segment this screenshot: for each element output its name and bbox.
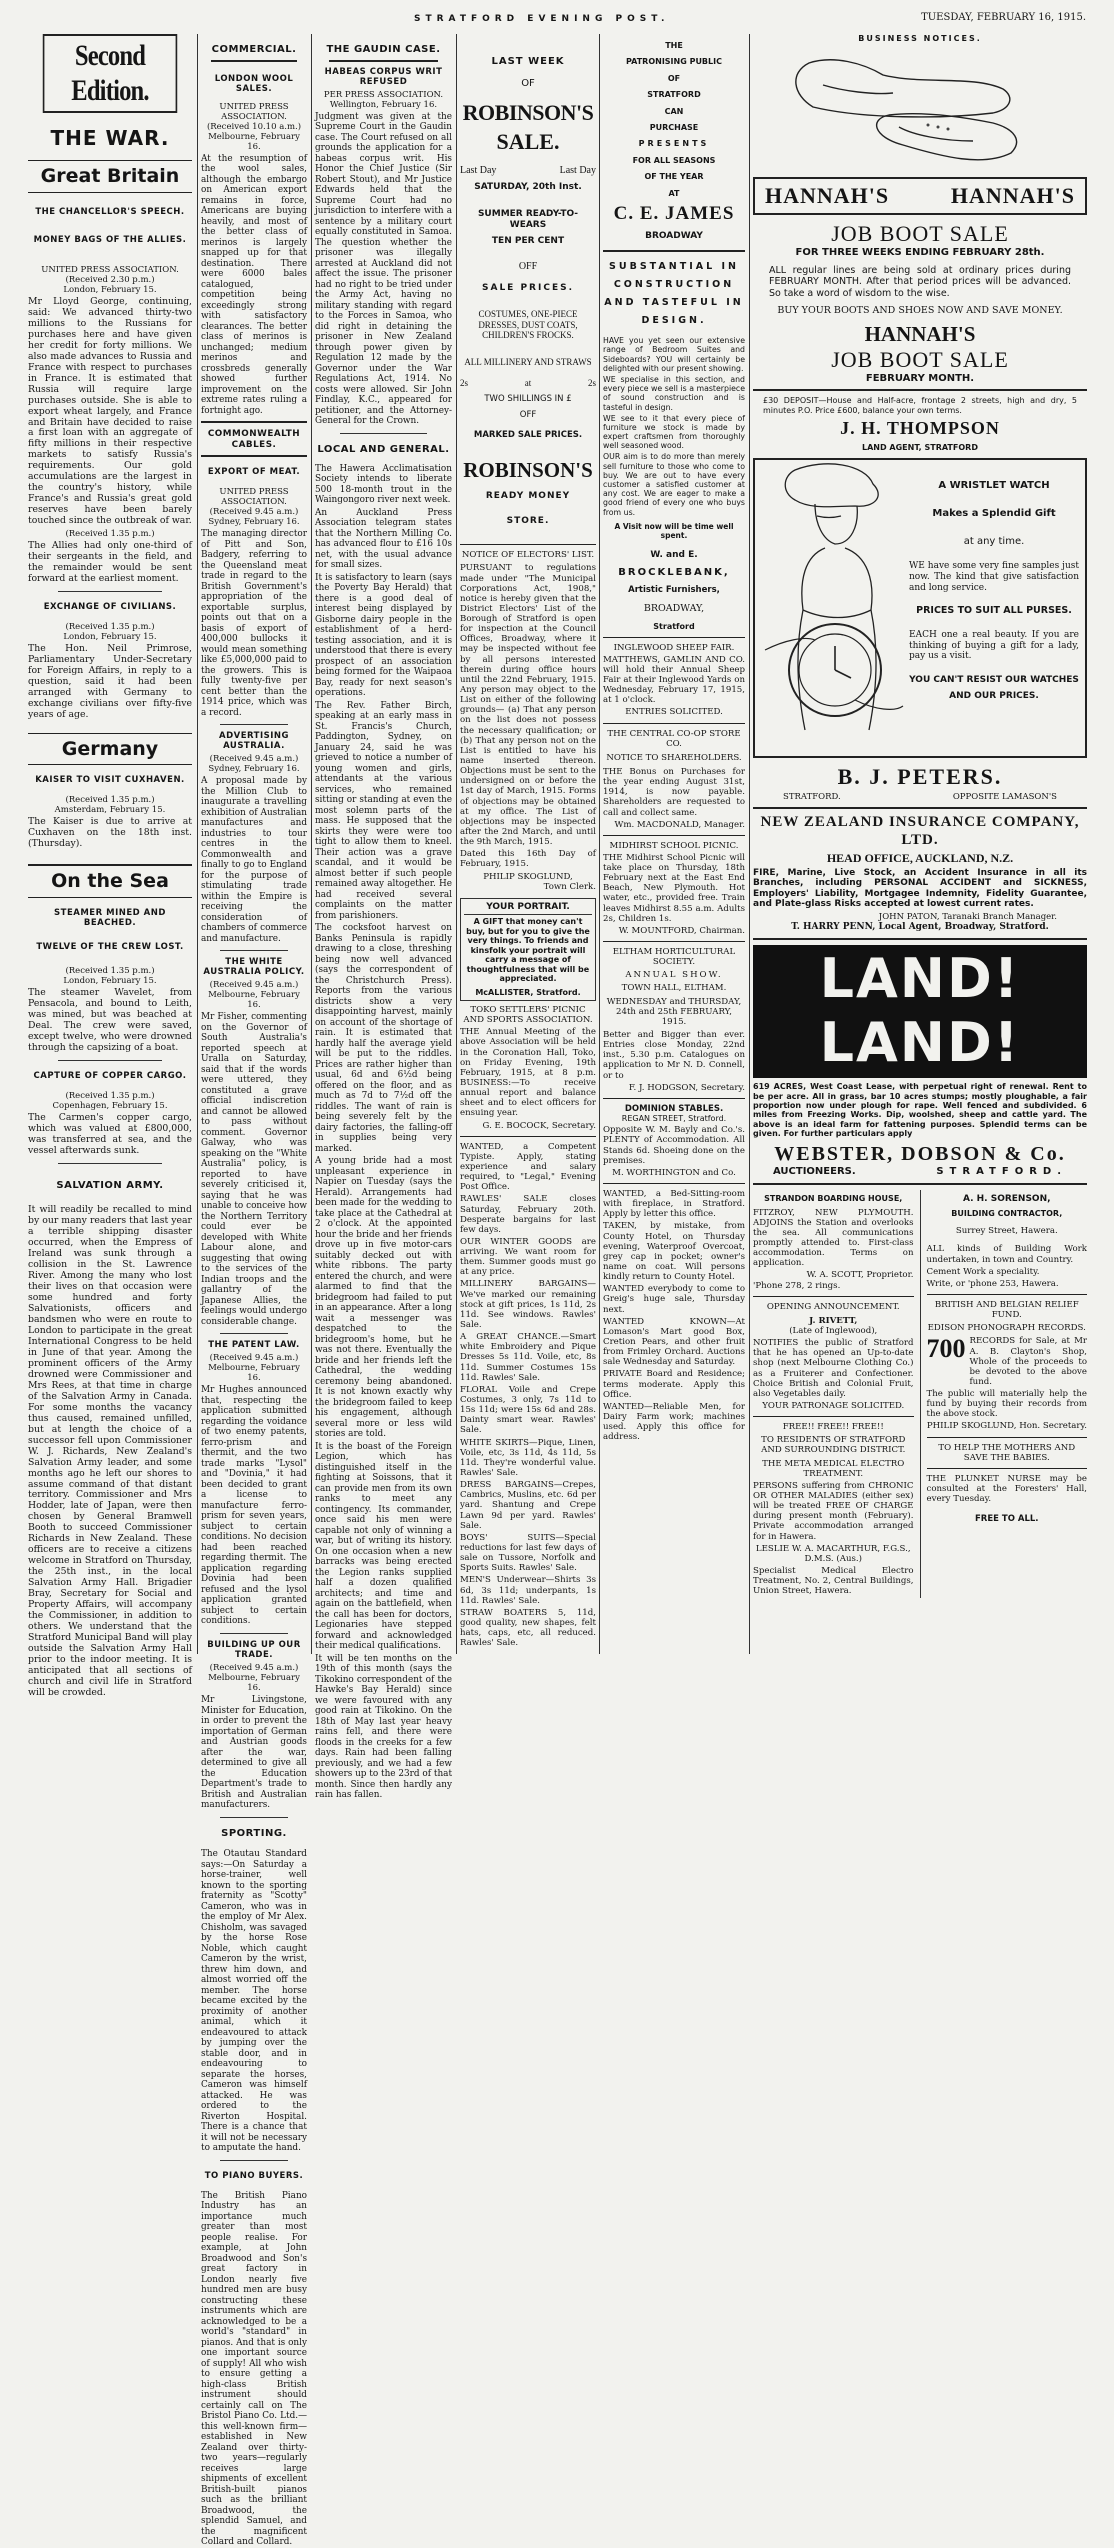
- column-3: [315, 34, 453, 1801]
- chancellor-subhead: THE CHANCELLOR'S SPEECH.: [35, 206, 185, 217]
- classified: WANTED—Reliable Men, for Dairy Farm work; machines used. Apply this office for address.: [603, 1401, 745, 1443]
- substantial-headline: SUBSTANTIAL IN CONSTRUCTION AND TASTEFUL IN DESIGN.: [604, 261, 744, 327]
- scott: W. A. SCOTT, Proprietor.: [806, 1270, 914, 1281]
- off-line-2: OFF: [519, 410, 537, 421]
- edison: EDISON PHONOGRAPH RECORDS.: [927, 1323, 1086, 1334]
- great-britain-heading: Great Britain: [28, 160, 192, 192]
- wristlet-watch: A WRISTLET WATCH: [938, 480, 1050, 492]
- classified: RAWLES' SALE closes Saturday, February 20th. Desperate bargains for last few days.: [460, 1194, 596, 1235]
- crew-subhead: TWELVE OF THE CREW LOST.: [36, 941, 184, 952]
- macarthur: LESLIE W. A. MACARTHUR, F.G.S., D.M.S. (Aus.): [755, 1543, 911, 1564]
- brocklebank-4: BROADWAY,: [643, 602, 705, 614]
- brocklebank-5: Stratford: [653, 622, 695, 632]
- sale-title: SALE.: [496, 128, 560, 154]
- robinsons-ad: [460, 56, 596, 526]
- classified: WANTED, a Competent Typiste. Apply, stating experience and salary required, to "Legal," Evening Post Office.: [460, 1141, 596, 1193]
- article-text: Judgment was given at the Supreme Court in the Gaudin case. The Court refused on all grounds the application for a habeas corpus writ. His Honor the Chief Justice (Sir Robert Stout), and Mr Justice Edwards held that the Supreme Court had no jurisdiction to interfere with a sentence by a military court equally constituted in Samoa. The question whether the prisoner was illegally arrested at Auckland did not affect the issue. The prisoner had no right to be tried under the Army Act, having no military standing with regard to the Forces in Samoa, who did right in detaining the prisoner in New Zealand through power given by Regulation 12 made by the Governor under the War Regulations Act, 1914. No costs were allowed. Sir John Findlay, K.C., appeared for petitioner, and the Attorney-General for the Crown.: [315, 111, 452, 427]
- town-clerk: Town Clerk.: [543, 881, 596, 892]
- classified: WANTED KNOWN—At Lomason's Mart good Box, Cretion Pears, and other fruit from Frimley Orchard. Auctions sale Wednesday and Saturday.: [603, 1316, 745, 1368]
- brocklebank-3: Artistic Furnishers,: [628, 584, 720, 595]
- received-line: (Received 1.35 p.m.): [65, 965, 155, 976]
- hannahs-2: HANNAH'S: [864, 321, 976, 346]
- splendid-gift: Makes a Splendid Gift: [932, 507, 1056, 519]
- received-line: (Received 1.35 p.m.): [65, 529, 155, 540]
- james-ad: [603, 38, 745, 245]
- received-line: (Received 9.45 a.m.): [209, 754, 299, 765]
- money-bags-subhead: MONEY BAGS OF THE ALLIES.: [33, 234, 187, 245]
- any-time: at any time.: [963, 535, 1025, 547]
- received-line: (Received 9.45 a.m.): [209, 980, 299, 991]
- classified: PRIVATE Board and Residence; terms moderate. Apply this Office.: [603, 1369, 745, 1400]
- classified: OUR WINTER GOODS are arriving. We want room for them. Summer goods must go at any price.: [460, 1236, 596, 1278]
- relief-fund: BRITISH AND BELGIAN RELIEF FUND.: [934, 1299, 1079, 1321]
- hannahs-right: HANNAH'S: [950, 183, 1075, 209]
- received-line: (Received 10.10 a.m.): [206, 121, 302, 132]
- off-line: OFF: [518, 260, 538, 272]
- cant-resist: YOU CAN'T RESIST OUR WATCHES AND OUR PRICES.: [909, 675, 1079, 702]
- article-text: Mr Fisher, commenting on the Governor of South Australia's reported speech at Uralla on Saturday, said that if the words were uttered, they constituted a grave official indiscretion and cannot be allowed to pass without comment. Governor Galway, who was speaking on the "White Australia" policy, is reported to have severely criticised it, saying that he was unable to conceive how the Northern Territory could ever be developed with White Labour alone, and suggesting that owing to the services of the Indian troops and the gallantry of the Japanese Allies, the feelings would undergo considerable change.: [201, 1012, 307, 1327]
- nz-insurance: NEW ZEALAND INSURANCE COMPANY, LTD.: [760, 813, 1080, 848]
- dated-line: Dated this 16th Day of February, 1915.: [460, 849, 596, 870]
- classified: FLORAL Voile and Crepe Costumes, 3 only, 7s 11d to 15s 11d; were 15s 6d and 28s. Dainty smart wear. Rawles' Sale.: [460, 1384, 596, 1436]
- stables-heading: DOMINION STABLES.: [624, 1103, 724, 1114]
- marked-prices: MARKED SALE PRICES.: [473, 430, 583, 441]
- furniture-text: OUR aim is to do more than merely sell furniture to those who come to buy. We are out to have every customer a satisfied customer at any cost. We are eager to make a good friend of every one who buys from us.: [603, 452, 745, 517]
- thompson: J. H. THOMPSON: [840, 418, 1000, 439]
- head-office: HEAD OFFICE, AUCKLAND, N.Z.: [826, 851, 1014, 866]
- entries-solicited: ENTRIES SOLICITED.: [625, 707, 723, 718]
- classified: WANTED, a Bed-Sitting-room with fireplace, in Stratford. Apply by letter this office.: [603, 1189, 745, 1220]
- ten-per-cent: TEN PER CENT: [491, 236, 565, 247]
- electors-heading: NOTICE OF ELECTORS' LIST.: [461, 550, 595, 561]
- of-word: OF: [521, 77, 535, 89]
- stables-text: Opposite W. M. Bayly and Co.'s. PLENTY of Accommodation. All Stands 6d. Shoeing done on the premises.: [603, 1125, 745, 1166]
- salvation-heading: SALVATION ARMY.: [56, 1179, 164, 1191]
- article-text: The managing director of Pitt and Son, Badgery, referring to the Queensland meat trade in regard to the British Government's appropriation of the exportable surplus, points out that on a basis of export of 400,000 bullocks it would mean something like £5,000,000 paid to the growers. This is fully twenty-five per cent better than the 1914 price, which was a record.: [201, 529, 307, 718]
- patron-line: PRESENTS: [638, 139, 710, 149]
- town-hall: TOWN HALL, ELTHAM.: [621, 983, 727, 994]
- sorenson: A. H. SORENSON,: [962, 1194, 1051, 1205]
- auctioneers: AUCTIONEERS.: [773, 1166, 856, 1178]
- inglewood-heading: INGLEWOOD SHEEP FAIR.: [613, 642, 735, 653]
- annual-show: ANNUAL SHOW.: [625, 970, 723, 981]
- peters: B. J. PETERS.: [837, 764, 1003, 790]
- lady-watch-illustration: [755, 460, 905, 756]
- article-text: Mr Lloyd George, continuing, said: We advanced thirty-two millions to the Russians for purchases here and have given her credit for forty millions. We also made advances to Russia and France with respect to purchases in France. It is estimated that Russia will require large purchases outside. She is able to export wheat largely, and France and Britain have decided to raise a first loan with an aggregate of fifty millions in their respective markets to satisfy Russia's requirements. Our gold accumulations are the largest in the country's history, while France's and Russia's great gold reserves have been barely touched since the outbreak of war.: [28, 295, 192, 527]
- public-text: The public will materially help the fund by buying their records from the above stock.: [926, 1389, 1087, 1420]
- classified: WHITE SKIRTS—Pique, Linen, Voile, etc, 3s 11d, 4s 11d, 5s 11d. They're wonderful value. Rawles' Sale.: [460, 1437, 596, 1479]
- edition-banner: Second Edition.: [43, 34, 177, 113]
- webster-dobson: WEBSTER, DOBSON & Co.: [774, 1142, 1066, 1165]
- insurance-text: FIRE, Marine, Live Stock, an Accident Insurance in all its Branches, including PERSONAL ACCIDENT and SICKNESS, Employers' Liability, Mortgagee Indemnity, Fidelity Guarantee, and Plate-glass Risks accepted at lowest current rates.: [753, 867, 1087, 910]
- eltham-dates: WEDNESDAY and THURSDAY, 24th and 25th FEBRUARY, 1915.: [606, 996, 742, 1027]
- dateline: London, February 15.: [63, 632, 157, 643]
- portrait-text: A GIFT that money can't buy, but for you to give the very things. To friends and kinsfolk your portrait will carry a message of thoughtfulness that will be appreciated.: [466, 917, 590, 984]
- dateline: London, February 15.: [63, 975, 157, 986]
- land-text: 619 ACRES, West Coast Lease, with perpetual right of renewal. Rent to be per acre. All in grass, bar 10 acres stumps; mostly ploughable, a fair proportion now under plough for rape. Well fenced and subdivided. 6 miles from Freezing Works. Dip, woolshed, sheep and cattle yard. The above is an ideal farm for fattening purposes. Splendid terms can be given. For further particulars apply: [753, 1082, 1087, 1139]
- brocklebank-1: W. and E.: [650, 550, 698, 561]
- received-line: (Received 9.45 a.m.): [209, 1662, 299, 1673]
- article-text: A young bride had a most unpleasant experience in Napier on Tuesday (says the Herald). Arrangements had been made for the wedding to take place at the Cathedral at 2 o'clock. At the appointed hour the bride and her friends drove up in five motor-cars suitably decked out with white ribbons. The party entered the church, and were alarmed to find that the bridegroom had failed to put in an appearance. After a long wait a messenger was despatched to the bridegroom's home, but he was not there. Eventually the bride and her friends left the Cathedral, the wedding ceremony being abandoned. It is not known exactly why the bridegroom failed to keep his engagement, although several more or less wild stories are told.: [315, 1156, 452, 1440]
- piano-subhead: TO PIANO BUYERS.: [204, 2170, 304, 2181]
- job-boot-sale-2: JOB BOOT SALE: [831, 346, 1009, 372]
- penn: T. HARRY PENN, Local Agent, Broadway, Stratford.: [791, 921, 1049, 932]
- dateline: Copenhagen, February 15.: [52, 1100, 168, 1111]
- surrey: Surrey Street, Hawera.: [955, 1226, 1058, 1237]
- meta-medical: THE META MEDICAL ELECTRO TREATMENT.: [762, 1458, 905, 1479]
- sorenson-text: ALL kinds of Building Work undertaken, in town and Country.: [926, 1244, 1087, 1265]
- article-text: The British Piano Industry has an importance much greater than most people realise. For example, at John Broadwood and Son's great factory in London nearly five hundred men are busy constructing these instruments which are acknowledged to be a world's "standard" in pianos. And that is only one important source of supply! All who wish to ensure getting a high-class British instrument should certainly call on The Bristol Piano Co. Ltd.—this well-known firm—established in New Zealand over thirty-two years—regularly receives large shipments of excellent British-built pianos such as the brilliant Broadwood, the splendid Samuel, and the magnificent Collard and Collard.: [201, 2190, 307, 2548]
- kaiser-subhead: KAISER TO VISIT CUXHAVEN.: [35, 775, 185, 786]
- classified: STRAW BOATERS 5, 11d, good quality, new shapes, felt hats, caps, etc, all reduced. Rawles' Sale.: [460, 1607, 596, 1649]
- cement: Cement Work a speciality.: [926, 1266, 1040, 1277]
- article-text: The Hon. Neil Primrose, Parliamentary Under-Secretary for Foreign Affairs, in reply to a question, said it had been arranged with Germany to exchange civilians over fifty-five years of age.: [28, 643, 192, 720]
- rivett-late: (Late of Inglewood),: [789, 1326, 878, 1337]
- article-text: Mr Livingstone, Minister for Education, in order to prevent the importation of German and Austrian goods after the war, determined to give all the Education Department's trade to British and Australian manufacturers.: [201, 1695, 307, 1811]
- dateline: Melbourne, February 16.: [208, 131, 300, 152]
- cables-heading: COMMONWEALTH CABLES.: [207, 429, 301, 450]
- furniture-text: WE see to it that every piece of furniture we stock is made by expert craftsmen from thoroughly well seasoned wood.: [603, 413, 745, 451]
- masthead-title: STRATFORD EVENING POST.: [414, 14, 670, 24]
- classified: BOYS' SUITS—Special reductions for last few days of sale on Tussore, Norfolk and Sports Suits. Rawles' Sale.: [460, 1532, 596, 1574]
- phone: 'Phone 278, 2 rings.: [753, 1280, 841, 1291]
- two-shillings-left: 2s: [460, 377, 469, 388]
- received-line: (Received 9.45 a.m.): [209, 507, 299, 518]
- store-line: STORE.: [506, 515, 550, 526]
- coop-heading: THE CENTRAL CO-OP STORE CO.: [607, 728, 741, 749]
- civilians-subhead: EXCHANGE OF CIVILIANS.: [43, 602, 177, 613]
- dateline: Sydney, February 16.: [208, 764, 300, 775]
- patron-line: OF THE YEAR: [644, 172, 704, 182]
- patron-line: STRATFORD: [647, 90, 701, 100]
- watch-ad: [753, 458, 1087, 758]
- watch-text-2: EACH one a real beauty. If you are thinking of buying a gift for a lady, pay us a visit.: [909, 630, 1079, 662]
- classified: TAKEN, by mistake, from County Hotel, on Thursday evening, Waterproof Overcoat, grey cap in pocket; owner's name on coat. Will persons kindly return to County Hotel.: [603, 1221, 745, 1283]
- ready-money: READY MONEY: [485, 491, 571, 501]
- builder: BUILDING CONTRACTOR,: [951, 1208, 1063, 1218]
- article-text: The Carmen's copper cargo, which was valued at £800,000, was transferred at sea, and the vessel afterwards sunk.: [28, 1111, 192, 1156]
- february-month: FEBRUARY MONTH.: [865, 372, 975, 384]
- dateline: Amsterdam, February 15.: [54, 805, 166, 816]
- received-line: (Received 1.35 p.m.): [65, 795, 155, 806]
- press-line: UNITED PRESS ASSOCIATION.: [219, 101, 289, 122]
- classified: WANTED everybody to come to Greig's huge sale, Thursday next.: [603, 1284, 745, 1315]
- masthead: [0, 0, 1114, 34]
- article-text: Mr Hughes announced that, respecting the application submitted regarding the voidance of two enemy patents, ferro-prism and thermit, and the two trade marks "Lysol" and "Dovinia," it had been decided to grant a license to manufacture ferro-prism for seven years, subject to certain conditions. No decision had been reached regarding thermit. The application regarding Dovinia had been refused and the lysol application granted subject to certain conditions.: [201, 1385, 307, 1627]
- summer-line: SUMMER READY-TO-WEARS: [477, 208, 579, 230]
- at-word: at: [524, 377, 532, 388]
- article-text: The cocksfoot harvest on Banks Peninsula is rapidly drawing to a close, threshing being now well advanced (says the correspondent of the Christchurch Press). Reports from the various districts show a very disappointing harvest, mainly on account of the shortage of rain. It is estimated that hardly half the average yield will be put to the riddles. Prices are rather higher than usual, 6d and 6½d being offered on the floor, and as much as 7d to 7½d off the riddles. The want of rain is being severely felt by the dairy factories, the falling-off in supplies being very marked.: [315, 923, 452, 1154]
- last-week: LAST WEEK: [491, 56, 565, 67]
- two-shillings-right: 2s: [587, 377, 596, 388]
- germany-heading: Germany: [28, 733, 192, 765]
- buy-now: BUY YOUR BOOTS AND SHOES NOW AND SAVE MONEY.: [777, 304, 1063, 316]
- patron-line: FOR ALL SEASONS: [632, 155, 716, 165]
- advertising-subhead: ADVERTISING AUSTRALIA.: [218, 731, 290, 752]
- three-weeks: FOR THREE WEEKS ENDING FEBRUARY 28th.: [795, 247, 1045, 259]
- patron-line: OF: [667, 73, 681, 83]
- peters-stratford: STRATFORD.: [783, 791, 841, 802]
- costumes-line: COSTUMES, ONE-PIECE DRESSES, DUST COATS, CHILDREN'S FROCKS.: [478, 309, 578, 341]
- patron-line: AT: [668, 188, 680, 198]
- robinsons-title-2: ROBINSON'S: [463, 458, 593, 483]
- gaudin-heading: THE GAUDIN CASE.: [326, 44, 441, 55]
- records-text: RECORDS for Sale, at Mr A. B. Clayton's Shop, Whole of the proceeds to be devoted to the above fund.: [969, 1336, 1087, 1387]
- toko-heading: TOKO SETTLERS' PICNIC AND SPORTS ASSOCIATION.: [463, 1004, 593, 1026]
- mountford: W. MOUNTFORD, Chairman.: [618, 925, 745, 936]
- job-boot-sale: JOB BOOT SALE: [831, 221, 1009, 247]
- bocock: G. E. BOCOCK, Secretary.: [482, 1120, 596, 1131]
- press-line: PER PRESS ASSOCIATION.: [323, 89, 444, 100]
- press-line: UNITED PRESS ASSOCIATION.: [219, 487, 289, 508]
- dateline: Wellington, February 16.: [329, 99, 438, 110]
- received-line: (Received 2.30 p.m.): [65, 274, 155, 285]
- last-day-right: Last Day: [559, 164, 596, 176]
- sale-prices: SALE PRICES.: [482, 282, 574, 293]
- patronage: YOUR PATRONAGE SOLICITED.: [762, 1401, 905, 1412]
- prices-suit: PRICES TO SUIT ALL PURSES.: [916, 605, 1072, 617]
- business-notices: BUSINESS NOTICES.: [858, 34, 982, 43]
- mined-subhead: STEAMER MINED AND BEACHED.: [54, 907, 166, 928]
- furniture-text: WE specialise in this section, and every piece we sell is a masterpiece of sound construction and is tasteful in design.: [603, 374, 745, 412]
- habeas-subhead: HABEAS CORPUS WRIT REFUSED: [324, 66, 443, 87]
- patron-line: CAN: [664, 106, 684, 116]
- eltham-heading: ELTHAM HORTICULTURAL SOCIETY.: [612, 947, 736, 968]
- webster-stratford: STRATFORD.: [936, 1166, 1067, 1178]
- rivett-text: NOTIFIES the public of Stratford that he has opened an Up-to-date shop (next Melbourne Clothing Co.) as a Fruiterer and Confectioner. Choice British and Colonial Fruit, also Vegetables daily.: [753, 1338, 914, 1399]
- patron-line: THE: [665, 41, 683, 50]
- meta-text: PERSONS suffering from CHRONIC OR OTHER MALADIES (either sex) will be treated FREE OF CHARGE during present month (February). Private accommodation arranged for in Hawera.: [753, 1480, 914, 1542]
- furniture-text: HAVE you yet seen our extensive range of Bedroom Suites and Sideboards? YOU will certainly be delighted with our present showing.: [603, 336, 745, 373]
- boarding-text: FITZROY, NEW PLYMOUTH. ADJOINS the Station and overlooks the sea. All communications promptly attended to. First-class accommodation. Terms on application.: [753, 1207, 914, 1269]
- free-line: FREE!! FREE!! FREE!!: [782, 1422, 884, 1433]
- rivett: J. RIVETT,: [809, 1315, 858, 1326]
- electors-notice: PURSUANT to regulations made under "The Municipal Corporations Act, 1908," notice is hereby given that the District Electors' List of the Borough of Stratford is open for inspection at the Council Offices, Broadway, where it may be inspected without fee by all persons interested therein during office hours until the 22nd February, 1915. Any person may object to the List on either of the following grounds— (a) That any person on the list does not possess the necessary qualification; or (b) That any person not on the List is entitled to have his name inserted thereon. Objections must be sent to the undersigned on or before the 1st day of March, 1915. Forms of objections may be obtained at my office. The List of objections may be inspected after the 2nd March, and until the 9th March, 1915.: [460, 563, 596, 848]
- hannahs-left: HANNAH'S: [765, 183, 890, 209]
- on-the-sea-heading: On the Sea: [28, 864, 192, 897]
- trade-subhead: BUILDING UP OUR TRADE.: [207, 1639, 301, 1660]
- article-text: An Auckland Press Association telegram states that the Northern Milling Co. has advanced flour to £16 10s net, with the usual advance for small sizes.: [315, 507, 452, 571]
- article-text: It is the boast of the Foreign Legion, which has distinguished itself in the fighting at Soissons, that it can provide men from its own ranks to meet any contingency. Its commander, once said his men were capable not only of winning a war, but of writing its history. On one occasion when a new barracks was being erected the Legion ranks supplied half a dozen qualified architects; and time and again on the battlefield, when the call has been for doctors, Legionaries have stepped forward and acknowledged their medical qualifications.: [315, 1441, 452, 1652]
- inglewood-text: MATTHEWS, GAMLIN AND CO. will hold their Annual Sheep Fair at their Inglewood Yards on Wednesday, February 17, 1915, at 1 o'clock.: [603, 654, 745, 706]
- paton: JOHN PATON, Taranaki Branch Manager.: [878, 911, 1057, 922]
- broadway: BROADWAY: [645, 230, 703, 241]
- specialist: Specialist Medical Electro Treatment, No. 2, Central Buildings, Union Street, Hawera.: [753, 1565, 914, 1597]
- last-day-left: Last Day: [460, 164, 497, 176]
- macdonald: Wm. MACDONALD, Manager.: [614, 819, 745, 830]
- midhirst-heading: MIDHIRST SCHOOL PICNIC.: [609, 840, 739, 851]
- residents: TO RESIDENTS OF STRATFORD AND SURROUNDING DISTRICT.: [761, 1435, 906, 1456]
- classified: DRESS BARGAINS—Crepes, Cambrics, Muslins, etc. 6d per yard. Shantung and Crepe Lawn 9d per yard. Rawles' Sale.: [460, 1480, 596, 1531]
- classified: A GREAT CHANCE.—Smart white Embroidery and Pique Dresses 5s 11d. Voile, etc, 8s 11d. Summer Costumes 15s 11d. Rawles' Sale.: [460, 1332, 596, 1383]
- midhirst-text: THE Midhirst School Picnic will take place on Thursday, 18th February next at the East End Beach, New Plymouth. Hot water, etc., provided free. Train leaves Midhirst 8.55 a.m. Adults 2s, Children 1s.: [603, 852, 745, 924]
- boot-illustration: [753, 45, 1087, 175]
- dateline: London, February 15.: [63, 284, 157, 295]
- article-text: The Kaiser is due to arrive at Cuxhaven on the 18th inst. (Thursday).: [28, 816, 192, 850]
- masthead-date: TUESDAY, FEBRUARY 16, 1915.: [921, 12, 1086, 23]
- meat-subhead: EXPORT OF MEAT.: [207, 467, 301, 478]
- shareholders-heading: NOTICE TO SHAREHOLDERS.: [606, 752, 742, 763]
- robinsons-title: ROBINSON'S: [462, 99, 594, 125]
- white-australia-subhead: THE WHITE AUSTRALIA POLICY.: [203, 957, 305, 978]
- watch-text: WE have some very fine samples just now. The kind that give satisfaction and long service.: [909, 561, 1079, 593]
- received-line: (Received 1.35 p.m.): [65, 622, 155, 633]
- article-text: The steamer Wavelet, from Pensacola, and bound to Leith, was mined, but was beached at Deal. The crew were saved, except twelve, who were drowned through the capsizing of a boat.: [28, 986, 192, 1053]
- article-text: The Rev. Father Birch, speaking at an early mass in St. Francis's Church, Paddington, Sydney, on January 24, said he was grieved to notice a number of young women and girls, attendants at the various services, who remained sitting or standing at even the most solemn parts of the mass. He supposed that the skirts they were were too tight to allow them to kneel. Their action was a grave scandal, and it would be almost better if such people remained away altogether. He had received several complaints on the matter from parishioners.: [315, 700, 452, 921]
- hodgson: F. J. HODGSON, Secretary.: [628, 1082, 745, 1093]
- classified: MILLINERY BARGAINS—We've marked our remaining stock at gift prices, 1s 11d, 2s 11d. See windows. Rawles' Sale.: [460, 1279, 596, 1331]
- regan-street: REGAN STREET, Stratford.: [621, 1113, 727, 1123]
- seven-hundred: 700: [926, 1334, 966, 1364]
- brocklebank-2: BROCKLEBANK,: [618, 567, 730, 579]
- plunket: THE PLUNKET NURSE may be consulted at the Foresters' Hall, every Tuesday.: [926, 1473, 1087, 1505]
- column-2: [201, 34, 307, 2548]
- received-line: (Received 9.45 a.m.): [209, 1353, 299, 1364]
- mothers: TO HELP THE MOTHERS AND SAVE THE BABIES.: [938, 1442, 1076, 1463]
- toko-text: THE Annual Meeting of the above Association will be held in the Coronation Hall, Toko, on Friday Evening, 19th February, 1915, at 8 p.m. BUSINESS:—To receive annual report and balance sheet and to elect officers for ensuing year.: [460, 1027, 596, 1119]
- article-text: The Allies had only one-third of their sergeants in the field, and the remainder would be sent forward at the earliest moment.: [28, 540, 192, 585]
- land-banner: LAND! LAND!: [753, 945, 1087, 1079]
- boarding-heading: STRANDON BOARDING HOUSE,: [764, 1194, 903, 1204]
- visit-line: A Visit now will be time well spent.: [614, 521, 734, 540]
- hannahs-text: ALL regular lines are being sold at ordinary prices during FEBRUARY MONTH. After that period prices will be advanced. So take a word of wisdom to the wise.: [769, 265, 1071, 299]
- column-4: [460, 34, 596, 1654]
- press-line: UNITED PRESS ASSOCIATION.: [41, 264, 179, 275]
- dateline: Melbourne, February 16.: [208, 1672, 300, 1693]
- skoglund-signature: PHILIP SKOGLUND,: [483, 871, 573, 882]
- copper-subhead: CAPTURE OF COPPER CARGO.: [33, 1070, 187, 1081]
- free-to-all: FREE TO ALL.: [974, 1514, 1039, 1525]
- article-text: At the resumption of the wool sales, although the embargo on American export remains in force, Americans are buying heavily, and most of the better class of merinos is largely snapped up for that destination. There were 6000 bales catalogued, competition being exceedingly strong with satisfactory clearances. The better class of merinos is unchanged; medium merinos and crossbreds generally showed further improvement on the extreme rates ruling a fortnight ago.: [201, 153, 307, 416]
- land-agent: LAND AGENT, STRATFORD: [862, 442, 978, 452]
- two-shillings-line: TWO SHILLINGS IN £: [484, 394, 572, 405]
- article-text: The Hawera Acclimatisation Society intends to liberate 500 18-month trout in the Waingongoro river next week.: [315, 463, 452, 506]
- write: Write, or 'phone 253, Hawera.: [926, 1278, 1059, 1289]
- patent-subhead: THE PATENT LAW.: [208, 1340, 300, 1351]
- portrait-ad: [460, 898, 596, 1001]
- shareholders-text: THE Bonus on Purchases for the year ending August 31st, 1914, is now payable. Shareholders are requested to call and collect same.: [603, 766, 745, 818]
- dateline: Melbourne, February 16.: [208, 990, 300, 1011]
- james-name: C. E. JAMES: [613, 202, 735, 224]
- eltham-text: Better and Bigger than ever. Entries close Monday, 22nd inst., 5.30 p.m. Catalogues on application to Mr N. D. Connell, or to: [603, 1030, 745, 1081]
- patron-line: PURCHASE: [649, 122, 699, 132]
- millinery-line: ALL MILLINERY AND STRAWS: [464, 356, 592, 367]
- commercial-heading: COMMERCIAL.: [211, 44, 297, 55]
- article-text: It is satisfactory to learn (says the Poverty Bay Herald) that there is a good deal of interest being displayed by Gisborne dairy people in the establishment of a herd-testing association, and it is understood that there is every prospect of an association being formed for the Waipaoa Bay, ready for next season's operations.: [315, 572, 452, 699]
- article-text: A proposal made by the Million Club to inaugurate a travelling exhibition of Australian manufactures and industries to tour centres in the Commonwealth and finally to go to England for the purpose of stimulating trade within the Empire is receiving the consideration of chambers of commerce and manufacture.: [201, 776, 307, 944]
- saturday-line: SATURDAY, 20th Inst.: [474, 182, 582, 193]
- column-1: [28, 34, 192, 1698]
- article-text: It will be ten months on the 19th of this month (says the Tikokino correspondent of the Hawke's Bay Herald) since we were favoured with any good rain at Tikokino. On the 18th of May last year heavy rains fell, and there were floods in the creeks for a few days. Rain had been falling previously, and we had a few showers up to the 23rd of that month. Since then hardly any rain has fallen.: [315, 1653, 453, 1801]
- skoglund: PHILIP SKOGLUND, Hon. Secretary.: [926, 1421, 1087, 1432]
- local-heading: LOCAL AND GENERAL.: [317, 443, 450, 455]
- article-text: It will readily be recalled to mind by our many readers that last year a terrible shipping disaster occurred, when the Empress of Ireland was sunk through a collision in the St. Lawrence River. Among the many who lost their lives on that occasion were some hundred and forty Salvationists, officers and bandsmen who were en route to London to participate in the great International Congress to be held in June of that year. Among the prominent officers of the Army drowned were Commissioner and Mrs Rees, at that time in charge of the Salvation Army in Canada. For some months the vacancy thus caused, remained unfilled, but at length the choice of a successor fell upon Commissioner W. J. Richards, New Zealand's Salvation Army leader, and some months ago he left our shores to assume command of that distant territory. Commissioner and Mrs Hodder, late of Japan, were then chosen by General Bramwell Booth to succeed Commissioner Richards in New Zealand. These officers are to receive a citizens welcome in Stratford on Thursday, the 25th inst., in the local Salvation Army Hall. Brigadier Bray, Secretary for Social and Property Affairs, will accompany the Commissioner, in addition to others. We understand that the Stratford Municipal Band will play outside the Salvation Army Hall prior to the indoor meeting. It is anticipated that all sections of church and civil life in Stratford will be crowded.: [28, 1204, 192, 1698]
- dateline: Melbourne, February 16.: [208, 1363, 300, 1384]
- wool-subhead: LONDON WOOL SALES.: [214, 73, 294, 94]
- column-6: [753, 34, 1087, 1654]
- sporting-heading: SPORTING.: [221, 1827, 287, 1839]
- worthington: M. WORTHINGTON and Co.: [612, 1167, 736, 1178]
- column-5: [603, 34, 745, 1654]
- received-line: (Received 1.35 p.m.): [65, 1090, 155, 1101]
- classified: MEN'S Underwear—Shirts 3s 6d, 3s 11d; underpants, 1s 11d. Rawles' Sale.: [460, 1575, 596, 1606]
- dateline: Sydney, February 16.: [208, 517, 300, 528]
- deposit-text: £30 DEPOSIT—House and Half-acre, frontage 2 streets, high and dry, 5 minutes P.O. Price £600, balance your own terms.: [763, 396, 1077, 415]
- portrait-heading: YOUR PORTRAIT.: [464, 902, 592, 916]
- patron-line: PATRONISING PUBLIC: [626, 57, 722, 67]
- mcallister: McALLISTER, Stratford.: [475, 987, 581, 997]
- peters-opposite: OPPOSITE LAMASON'S: [952, 791, 1057, 802]
- war-heading: THE WAR.: [50, 125, 170, 150]
- opening-announcement: OPENING ANNOUNCEMENT.: [766, 1301, 900, 1312]
- article-text: The Otautau Standard says:—On Saturday a horse-trainer, well known to the sporting fraternity as "Scotty" Cameron, who was in the employ of Mr Alex. Chisholm, was savaged by the horse Rose Noble, which caught Cameron by the wrist, threw him down, and almost worried off the member. The horse became excited by the proximity of another animal, which it endeavoured to attack by jumping over the stable door, and in endeavouring to separate the horses, Cameron was himself attacked. He was ordered to the Riverton Hospital. There is a chance that it will not be necessary to amputate the hand.: [201, 1849, 307, 2154]
